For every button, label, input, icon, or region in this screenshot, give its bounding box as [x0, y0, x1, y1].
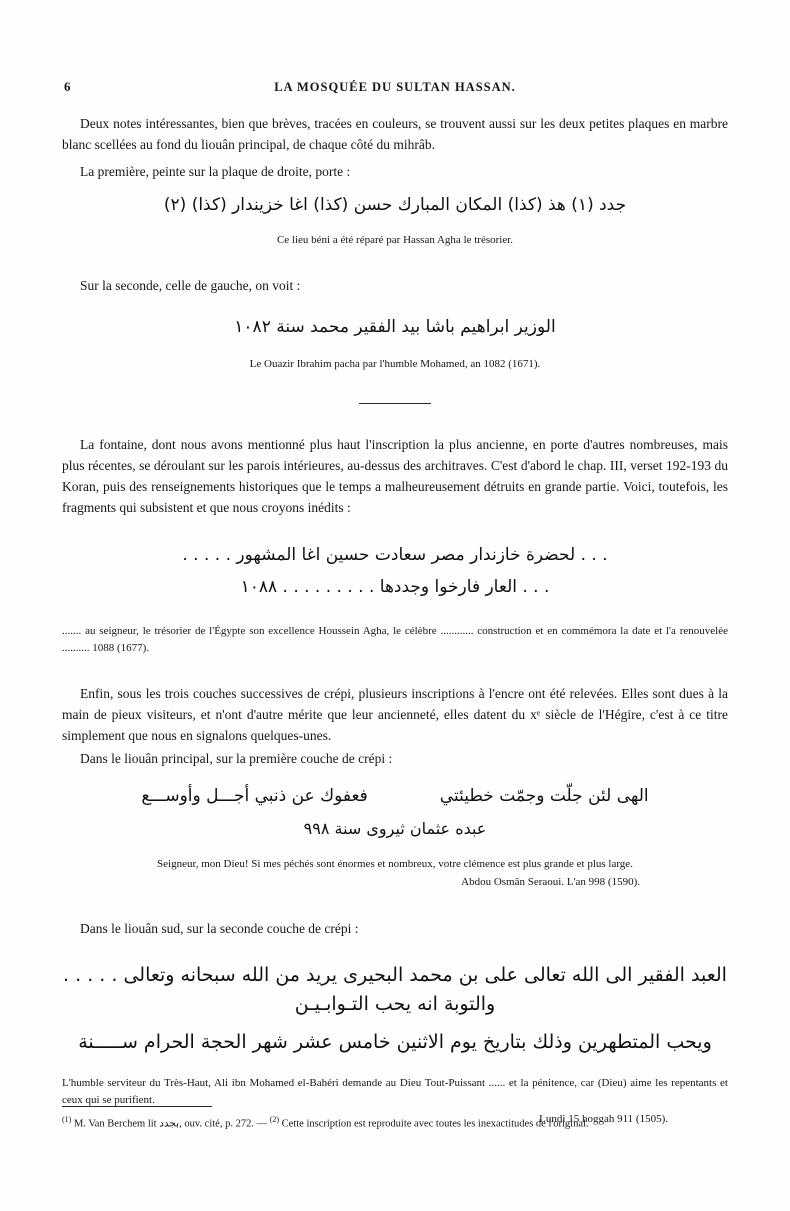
arabic-inscription-plaque-left: الوزير ابراهيم باشا بيد الفقير محمد سنة ١٠٨٢ [234, 317, 556, 338]
caption-verse-attribution: Abdou Osmân Seraoui. L'an 998 (1590). [461, 875, 640, 888]
paragraph-intro: Deux notes intéressantes, bien que brèves, tracées en couleurs, se trouvent aussi sur les deux petites plaques en marbre blanc scellées au fond du liouân principal, de chaque côté du mihrâb. [62, 116, 728, 153]
arabic-verse-hemistich-right: الهى لئن جلّت وجمّت خطيئتي [439, 786, 649, 807]
page-header [62, 0, 728, 95]
caption-sud-attribution: Lundi 15 hoggah 911 (1505). [539, 1113, 668, 1126]
arabic-verse [62, 783, 728, 809]
paragraph-first-plaque: La première, peinte sur la plaque de droite, porte : [80, 164, 351, 180]
arabic-inscription-sud-line2: ويحب المتطهرين وذلك بتاريخ يوم الاثنين خامس عشر شهر الحجة الحرام ســـــنة [78, 1030, 712, 1053]
arabic-verse-signature: عبده عثمان ثيروى سنة ٩٩٨ [303, 819, 487, 839]
arabic-inscription-sud-line1: العبد الفقير الى الله تعالى على بن محمد البحيرى يريد من الله سبحانه وتعالى . . . . . والتوبة انه يحب التـوابـيـن [63, 963, 727, 1016]
caption-verse: Seigneur, mon Dieu! Si mes péchés sont énormes et nombreux, votre clémence est plus grande et plus large. [157, 858, 633, 871]
paragraph-crepi: Enfin, sous les trois couches successives de crépi, plusieurs inscriptions à l'encre ont été relevées. Elles sont dues à la main de pieux visiteurs, et n'ont d'autre mérite que leur ancienneté, elles datent du xᵉ siècle de l'Hégire, c'est à ce titre simplement que nous en signalons quelques-unes. [62, 685, 728, 743]
footnote-text [62, 1114, 728, 1132]
caption-sud: L'humble serviteur du Très-Haut, Ali ibn Mohamed el-Bahéri demande au Dieu Tout-Puissant ...... et la pénitence, car (Dieu) aime les repentants et ceux qui se purifient. [62, 1077, 728, 1107]
caption-plaque-right: Ce lieu béni a été réparé par Hassan Agha le trésorier. [276, 234, 514, 247]
footnote-marker-1: (1) [62, 1115, 72, 1124]
footnote-block [62, 1106, 728, 1132]
running-title: LA MOSQUÉE DU SULTAN HASSAN. [274, 80, 516, 94]
footnote-marker-2: (2) [269, 1115, 280, 1124]
arabic-inscription-plaque-right: جدد (١) هذ (كذا) المكان المبارك حسن (كذا) اغا خزيندار (كذا) (٢) [163, 195, 627, 216]
caption-plaque-left: Le Ouazir Ibrahim pacha par l'humble Mohamed, an 1082 (1671). [249, 358, 541, 371]
footnote-part-2: Cette inscription est reproduite avec toutes les inexactitudes de l'original. [279, 1118, 589, 1130]
paragraph-liouan-sud: Dans le liouân sud, sur la seconde couche de crépi : [80, 920, 359, 936]
footnote-rule [62, 1106, 212, 1107]
paragraph-liouan-principal: Dans le liouân principal, sur la première couche de crépi : [80, 750, 393, 766]
arabic-verse-hemistich-left: فعفوك عن ذنبي أجـــل وأوســـع [141, 786, 368, 807]
arabic-inscription-fountain-line2: . . . العار فارخوا وجددها . . . . . . . . . ١٠٨٨ [240, 577, 550, 598]
caption-fountain: ....... au seigneur, le trésorier de l'Égypte son excellence Houssein Agha, le célèbre ............ construction et en commémora la date et l'a renouvelée .......... 1088 (1677). [62, 624, 728, 654]
footnote-part-1: M. Van Berchem lit بجدد, ouv. cité, p. 272. — [71, 1118, 270, 1130]
arabic-inscription-fountain-line1: . . . لحضرة خازندار مصر سعادت حسين اغا المشهور . . . . . [182, 545, 608, 566]
paragraph-second-plaque: Sur la seconde, celle de gauche, on voit : [80, 277, 301, 293]
paragraph-fountain: La fontaine, dont nous avons mentionné plus haut l'inscription la plus ancienne, en porte d'autres nombreuses, mais plus récentes, se déroulant sur les parois intérieures, au-dessus des architraves. C'est d'abord le chap. III, verset 192-193 du Koran, puis des renseignements historiques que le temps a malheureusement détruits en grande partie. Voici, toutefois, les fragments qui subsistent et que nous croyons inédits : [62, 436, 728, 516]
section-divider [359, 403, 431, 404]
page-number: 6 [64, 79, 71, 94]
